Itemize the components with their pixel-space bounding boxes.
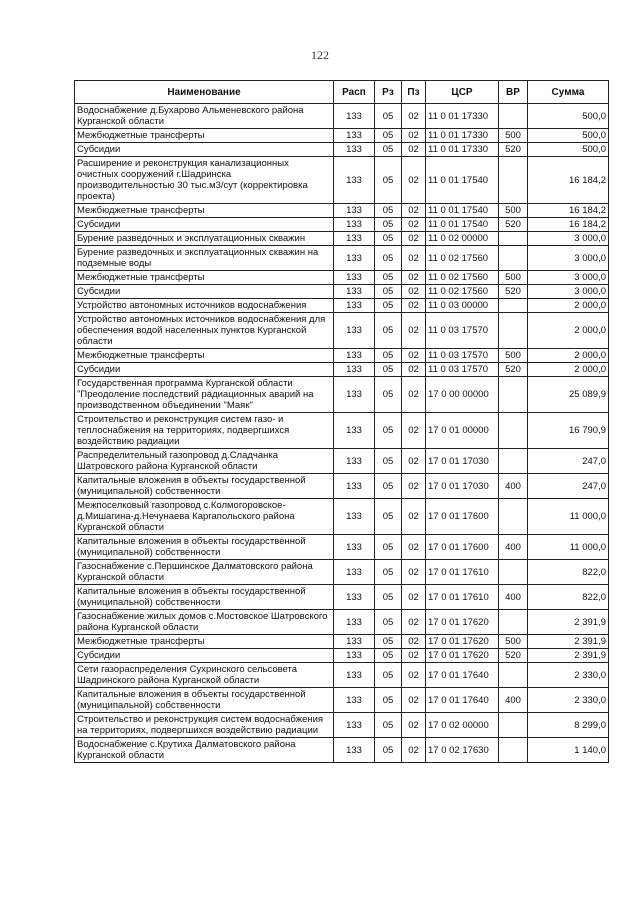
row-rasp: 133 xyxy=(334,449,375,474)
table-body xyxy=(75,104,609,763)
row-sum: 247,0 xyxy=(528,474,609,499)
row-name: Газоснабжение с.Першинское Далматовского района Курганской области xyxy=(75,560,334,585)
row-vr xyxy=(499,610,528,635)
row-name: Капитальные вложения в объекты государственной (муниципальной) собственности xyxy=(75,535,334,560)
row-csr: 17 0 01 17030 xyxy=(426,449,499,474)
row-rz: 05 xyxy=(375,688,402,713)
row-name: Межбюджетные трансферты xyxy=(75,204,334,218)
row-pz: 02 xyxy=(402,535,426,560)
row-rasp: 133 xyxy=(334,104,375,129)
row-name: Капитальные вложения в объекты государственной (муниципальной) собственности xyxy=(75,585,334,610)
row-rz: 05 xyxy=(375,299,402,313)
row-vr xyxy=(499,663,528,688)
row-rasp: 133 xyxy=(334,713,375,738)
row-csr: 11 0 03 00000 xyxy=(426,299,499,313)
row-sum: 3 000,0 xyxy=(528,246,609,271)
row-pz: 02 xyxy=(402,313,426,349)
row-rz: 05 xyxy=(375,349,402,363)
row-rz: 05 xyxy=(375,413,402,449)
row-rz: 05 xyxy=(375,157,402,204)
row-vr: 500 xyxy=(499,129,528,143)
row-pz: 02 xyxy=(402,349,426,363)
row-sum: 2 391,9 xyxy=(528,649,609,663)
row-vr xyxy=(499,738,528,763)
row-sum: 500,0 xyxy=(528,129,609,143)
row-vr xyxy=(499,313,528,349)
row-vr: 400 xyxy=(499,474,528,499)
row-sum: 11 000,0 xyxy=(528,535,609,560)
row-pz: 02 xyxy=(402,129,426,143)
row-rasp: 133 xyxy=(334,246,375,271)
table-row xyxy=(75,688,609,713)
row-rasp: 133 xyxy=(334,649,375,663)
table-row xyxy=(75,349,609,363)
row-sum: 500,0 xyxy=(528,104,609,129)
row-rasp: 133 xyxy=(334,285,375,299)
row-csr: 11 0 02 17560 xyxy=(426,285,499,299)
row-rz: 05 xyxy=(375,363,402,377)
row-sum: 2 000,0 xyxy=(528,349,609,363)
row-name: Водоснабжение с.Крутиха Далматовского района Курганской области xyxy=(75,738,334,763)
row-rasp: 133 xyxy=(334,663,375,688)
table-row xyxy=(75,663,609,688)
row-pz: 02 xyxy=(402,104,426,129)
row-vr xyxy=(499,560,528,585)
row-name: Межбюджетные трансферты xyxy=(75,129,334,143)
row-rasp: 133 xyxy=(334,143,375,157)
row-csr: 17 0 02 17630 xyxy=(426,738,499,763)
row-csr: 17 0 02 00000 xyxy=(426,713,499,738)
row-vr xyxy=(499,157,528,204)
row-vr: 500 xyxy=(499,204,528,218)
row-csr: 17 0 01 17610 xyxy=(426,560,499,585)
row-csr: 17 0 01 17640 xyxy=(426,688,499,713)
row-rz: 05 xyxy=(375,663,402,688)
row-rasp: 133 xyxy=(334,271,375,285)
row-rasp: 133 xyxy=(334,232,375,246)
row-pz: 02 xyxy=(402,499,426,535)
row-rz: 05 xyxy=(375,104,402,129)
table-row xyxy=(75,129,609,143)
row-rz: 05 xyxy=(375,474,402,499)
header-rz: Рз xyxy=(375,81,402,104)
row-name: Распределительный газопровод д.Сладчанка Шатровского района Курганской области xyxy=(75,449,334,474)
row-pz: 02 xyxy=(402,649,426,663)
row-rasp: 133 xyxy=(334,738,375,763)
row-pz: 02 xyxy=(402,271,426,285)
row-sum: 2 000,0 xyxy=(528,313,609,349)
row-rz: 05 xyxy=(375,313,402,349)
row-rz: 05 xyxy=(375,377,402,413)
row-rasp: 133 xyxy=(334,413,375,449)
row-name: Устройство автономных источников водоснабжения xyxy=(75,299,334,313)
row-rz: 05 xyxy=(375,232,402,246)
row-rz: 05 xyxy=(375,560,402,585)
row-sum: 8 299,0 xyxy=(528,713,609,738)
table-row xyxy=(75,738,609,763)
row-csr: 11 0 02 00000 xyxy=(426,232,499,246)
table-row xyxy=(75,474,609,499)
row-vr: 520 xyxy=(499,218,528,232)
row-name: Устройство автономных источников водоснабжения для обеспечения водой населенных пунктов Курганской области xyxy=(75,313,334,349)
row-name: Водоснабжение д.Бухарово Альменевского района Курганской области xyxy=(75,104,334,129)
row-rz: 05 xyxy=(375,218,402,232)
row-sum: 16 184,2 xyxy=(528,204,609,218)
row-pz: 02 xyxy=(402,713,426,738)
row-pz: 02 xyxy=(402,143,426,157)
row-rz: 05 xyxy=(375,585,402,610)
header-rasp: Расп xyxy=(334,81,375,104)
row-csr: 11 0 01 17540 xyxy=(426,218,499,232)
row-vr xyxy=(499,713,528,738)
row-pz: 02 xyxy=(402,474,426,499)
table-row xyxy=(75,218,609,232)
row-sum: 822,0 xyxy=(528,560,609,585)
row-pz: 02 xyxy=(402,363,426,377)
row-rz: 05 xyxy=(375,499,402,535)
row-csr: 11 0 01 17330 xyxy=(426,129,499,143)
row-vr xyxy=(499,104,528,129)
row-sum: 16 184,2 xyxy=(528,218,609,232)
row-csr: 17 0 01 17620 xyxy=(426,649,499,663)
row-sum: 11 000,0 xyxy=(528,499,609,535)
row-name: Субсидии xyxy=(75,363,334,377)
row-pz: 02 xyxy=(402,585,426,610)
row-vr: 520 xyxy=(499,649,528,663)
row-rz: 05 xyxy=(375,271,402,285)
row-pz: 02 xyxy=(402,635,426,649)
row-name: Строительство и реконструкция систем газо- и теплоснабжения на территориях, подвергшихся воздействию радиации xyxy=(75,413,334,449)
row-sum: 16 790,9 xyxy=(528,413,609,449)
row-sum: 16 184,2 xyxy=(528,157,609,204)
header-vr: ВР xyxy=(499,81,528,104)
table-header-row xyxy=(75,81,609,104)
row-sum: 247,0 xyxy=(528,449,609,474)
table-row xyxy=(75,232,609,246)
row-csr: 11 0 01 17540 xyxy=(426,157,499,204)
row-csr: 11 0 02 17560 xyxy=(426,246,499,271)
row-rasp: 133 xyxy=(334,349,375,363)
row-sum: 2 330,0 xyxy=(528,663,609,688)
row-pz: 02 xyxy=(402,610,426,635)
row-rasp: 133 xyxy=(334,313,375,349)
row-rasp: 133 xyxy=(334,363,375,377)
row-pz: 02 xyxy=(402,413,426,449)
row-name: Государственная программа Курганской области "Преодоление последствий радиационных аварий на производственном объединении "Маяк" xyxy=(75,377,334,413)
row-name: Межбюджетные трансферты xyxy=(75,635,334,649)
row-pz: 02 xyxy=(402,688,426,713)
row-csr: 17 0 01 17610 xyxy=(426,585,499,610)
table-row xyxy=(75,535,609,560)
header-name: Наименование xyxy=(75,81,334,104)
row-pz: 02 xyxy=(402,377,426,413)
row-csr: 17 0 01 17620 xyxy=(426,635,499,649)
row-rasp: 133 xyxy=(334,218,375,232)
row-rasp: 133 xyxy=(334,635,375,649)
row-sum: 2 000,0 xyxy=(528,299,609,313)
row-vr xyxy=(499,413,528,449)
header-csr: ЦСР xyxy=(426,81,499,104)
page-number: 122 xyxy=(311,48,329,62)
row-rasp: 133 xyxy=(334,610,375,635)
table-row xyxy=(75,271,609,285)
row-name: Межбюджетные трансферты xyxy=(75,349,334,363)
row-vr xyxy=(499,449,528,474)
row-csr: 11 0 01 17330 xyxy=(426,104,499,129)
row-vr: 520 xyxy=(499,363,528,377)
row-rz: 05 xyxy=(375,129,402,143)
row-rasp: 133 xyxy=(334,299,375,313)
row-name: Межпоселковый газопровод с.Колмогоровское-д.Мишагина-д.Нечунаева Каргапольского района Курганской области xyxy=(75,499,334,535)
row-pz: 02 xyxy=(402,157,426,204)
table-row xyxy=(75,560,609,585)
row-vr: 500 xyxy=(499,349,528,363)
row-name: Бурение разведочных и эксплуатационных скважин xyxy=(75,232,334,246)
row-rasp: 133 xyxy=(334,499,375,535)
row-rz: 05 xyxy=(375,285,402,299)
row-rz: 05 xyxy=(375,204,402,218)
table-row xyxy=(75,449,609,474)
table-row xyxy=(75,246,609,271)
row-vr: 500 xyxy=(499,271,528,285)
row-pz: 02 xyxy=(402,299,426,313)
table-row xyxy=(75,713,609,738)
row-name: Капитальные вложения в объекты государственной (муниципальной) собственности xyxy=(75,474,334,499)
row-csr: 11 0 03 17570 xyxy=(426,313,499,349)
row-rasp: 133 xyxy=(334,688,375,713)
table-row xyxy=(75,363,609,377)
row-vr: 520 xyxy=(499,143,528,157)
row-sum: 3 000,0 xyxy=(528,271,609,285)
row-rz: 05 xyxy=(375,143,402,157)
table-row xyxy=(75,635,609,649)
row-rz: 05 xyxy=(375,738,402,763)
row-rasp: 133 xyxy=(334,204,375,218)
row-pz: 02 xyxy=(402,560,426,585)
row-rz: 05 xyxy=(375,713,402,738)
row-rasp: 133 xyxy=(334,474,375,499)
row-name: Бурение разведочных и эксплуатационных скважин на подземные воды xyxy=(75,246,334,271)
row-rasp: 133 xyxy=(334,377,375,413)
row-vr: 400 xyxy=(499,688,528,713)
row-pz: 02 xyxy=(402,204,426,218)
table-row xyxy=(75,413,609,449)
row-sum: 2 330,0 xyxy=(528,688,609,713)
row-rasp: 133 xyxy=(334,129,375,143)
row-name: Сети газораспределения Сухринского сельсовета Шадринского района Курганской области xyxy=(75,663,334,688)
row-rz: 05 xyxy=(375,610,402,635)
table-row xyxy=(75,585,609,610)
row-vr xyxy=(499,299,528,313)
row-sum: 822,0 xyxy=(528,585,609,610)
row-rasp: 133 xyxy=(334,585,375,610)
row-vr: 520 xyxy=(499,285,528,299)
row-rasp: 133 xyxy=(334,157,375,204)
row-name: Строительство и реконструкция систем водоснабжения на территориях, подвергшихся воздействию радиации xyxy=(75,713,334,738)
row-csr: 17 0 01 17600 xyxy=(426,535,499,560)
row-pz: 02 xyxy=(402,663,426,688)
budget-table xyxy=(74,80,609,763)
row-vr xyxy=(499,377,528,413)
row-name: Субсидии xyxy=(75,218,334,232)
row-vr: 400 xyxy=(499,535,528,560)
row-name: Межбюджетные трансферты xyxy=(75,271,334,285)
table-row xyxy=(75,313,609,349)
table-row xyxy=(75,299,609,313)
row-sum: 1 140,0 xyxy=(528,738,609,763)
row-name: Капитальные вложения в объекты государственной (муниципальной) собственности xyxy=(75,688,334,713)
table-row xyxy=(75,377,609,413)
row-vr xyxy=(499,232,528,246)
table-row xyxy=(75,649,609,663)
table-row xyxy=(75,610,609,635)
row-vr: 500 xyxy=(499,635,528,649)
row-vr: 400 xyxy=(499,585,528,610)
table-row xyxy=(75,104,609,129)
table-row xyxy=(75,143,609,157)
row-rz: 05 xyxy=(375,535,402,560)
row-csr: 11 0 03 17570 xyxy=(426,349,499,363)
table-row xyxy=(75,285,609,299)
row-name: Субсидии xyxy=(75,143,334,157)
row-rz: 05 xyxy=(375,246,402,271)
row-vr xyxy=(499,246,528,271)
row-vr xyxy=(499,499,528,535)
row-sum: 2 000,0 xyxy=(528,363,609,377)
row-rz: 05 xyxy=(375,449,402,474)
row-csr: 17 0 01 17640 xyxy=(426,663,499,688)
row-csr: 17 0 00 00000 xyxy=(426,377,499,413)
header-sum: Сумма xyxy=(528,81,609,104)
row-csr: 17 0 01 17620 xyxy=(426,610,499,635)
table-row xyxy=(75,204,609,218)
row-pz: 02 xyxy=(402,246,426,271)
row-rz: 05 xyxy=(375,649,402,663)
row-sum: 2 391,9 xyxy=(528,635,609,649)
row-csr: 11 0 03 17570 xyxy=(426,363,499,377)
row-name: Субсидии xyxy=(75,649,334,663)
header-pz: Пз xyxy=(402,81,426,104)
row-csr: 11 0 01 17330 xyxy=(426,143,499,157)
row-csr: 11 0 02 17560 xyxy=(426,271,499,285)
row-name: Газоснабжение жилых домов с.Мостовское Шатровского района Курганской области xyxy=(75,610,334,635)
row-csr: 17 0 01 17600 xyxy=(426,499,499,535)
row-pz: 02 xyxy=(402,218,426,232)
row-pz: 02 xyxy=(402,449,426,474)
row-name: Субсидии xyxy=(75,285,334,299)
table-row xyxy=(75,499,609,535)
row-rz: 05 xyxy=(375,635,402,649)
row-pz: 02 xyxy=(402,232,426,246)
row-pz: 02 xyxy=(402,738,426,763)
row-sum: 2 391,9 xyxy=(528,610,609,635)
row-csr: 17 0 01 00000 xyxy=(426,413,499,449)
table-row xyxy=(75,157,609,204)
row-sum: 3 000,0 xyxy=(528,232,609,246)
row-name: Расширение и реконструкция канализационных очистных сооружений г.Шадринска производительностью 30 тыс.м3/сут (корректировка проекта) xyxy=(75,157,334,204)
row-rasp: 133 xyxy=(334,560,375,585)
row-sum: 500,0 xyxy=(528,143,609,157)
row-pz: 02 xyxy=(402,285,426,299)
row-sum: 25 089,9 xyxy=(528,377,609,413)
row-rasp: 133 xyxy=(334,535,375,560)
row-sum: 3 000,0 xyxy=(528,285,609,299)
row-csr: 11 0 01 17540 xyxy=(426,204,499,218)
row-csr: 17 0 01 17030 xyxy=(426,474,499,499)
